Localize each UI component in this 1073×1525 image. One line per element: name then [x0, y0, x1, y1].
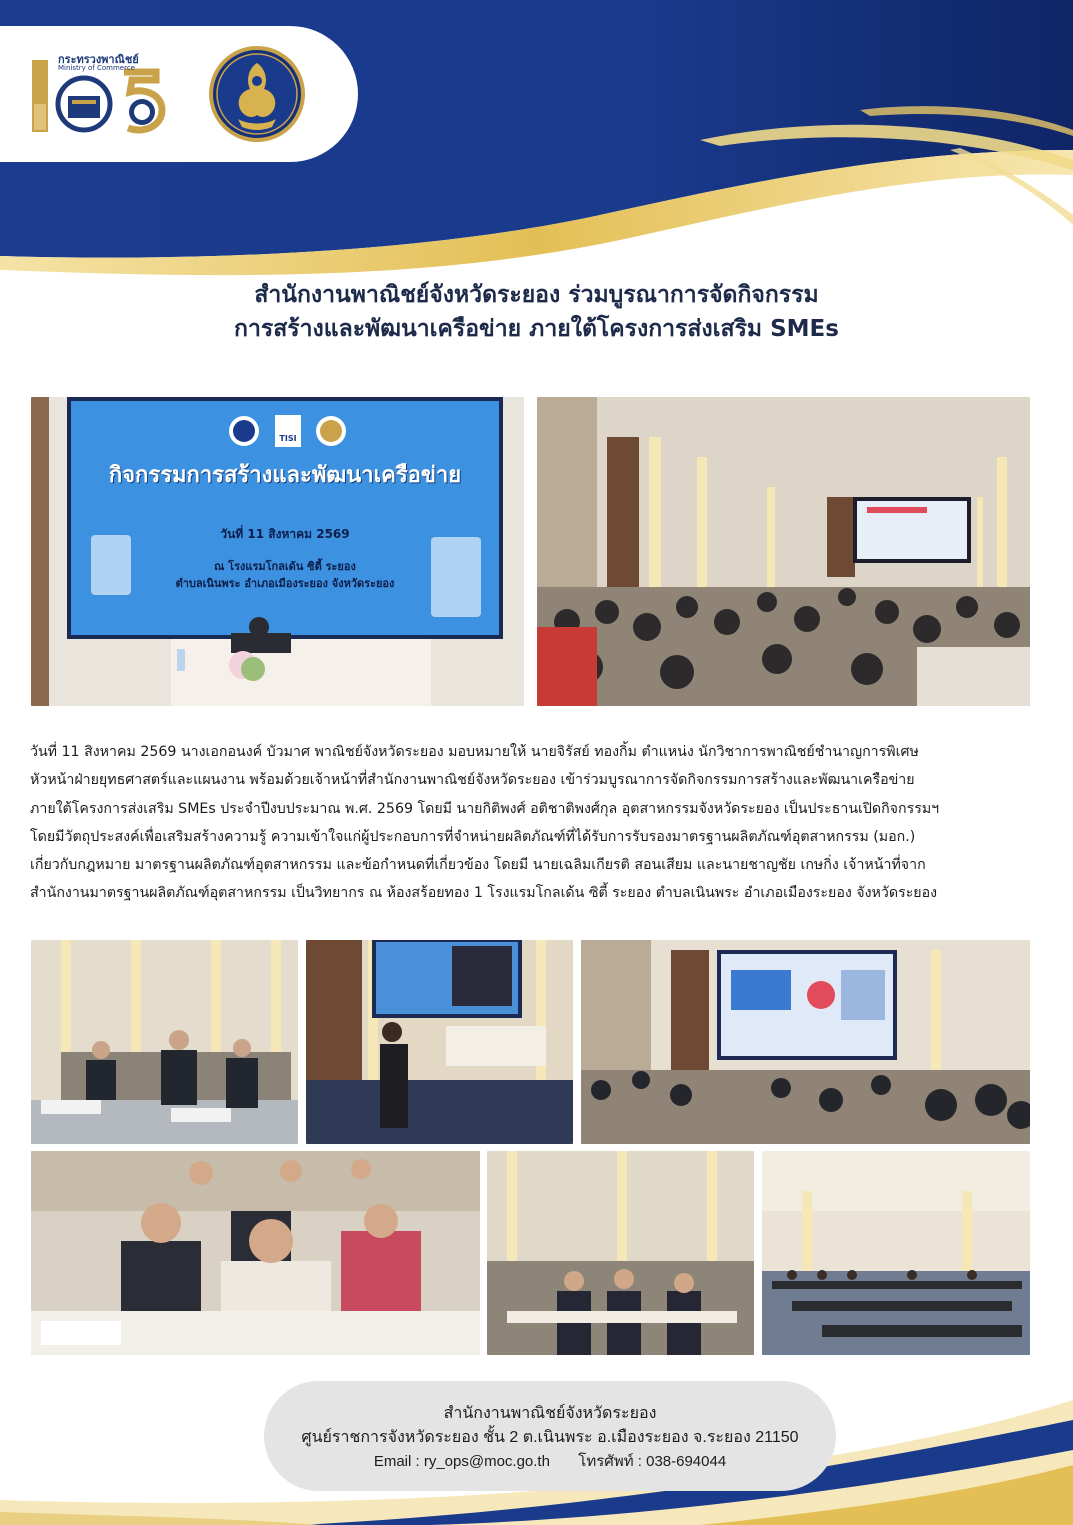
article-body: [30, 738, 1050, 908]
photo-wide-room: [762, 1151, 1030, 1355]
footer-email[interactable]: Email : ry_ops@moc.go.th: [373, 1453, 550, 1470]
photo-presentation-slides: [581, 940, 1030, 1144]
footer-office-name: สำนักงานพาณิชย์จังหวัดระยอง: [443, 1405, 657, 1422]
photo-presentation-screen: [31, 397, 524, 706]
footer-address: ศูนย์ราชการจังหวัดระยอง ชั้น 2 ต.เนินพระ อ.เมืองระยอง จ.ระยอง 21150: [301, 1429, 799, 1446]
body-line: โดยมีวัตถุประสงค์เพื่อเสริมสร้างความรู้ ความเข้าใจแก่ผู้ประกอบการที่จำหน่ายผลิตภัณฑ์ที่ได้รับการรับรองมาตรฐานผลิตภัณฑ์อุตสาหกรรม (มอก.): [30, 828, 916, 845]
slide-venue: ณ โรงแรมโกลเด้น ซิตี้ ระยอง: [214, 560, 356, 573]
slide-heading: กิจกรรมการสร้างและพัฒนาเครือข่าย: [108, 463, 462, 488]
contact-panel: [264, 1381, 836, 1491]
photo-participants-rows: [487, 1151, 754, 1355]
photo-speakers-sofa: [31, 940, 298, 1144]
slide-date: วันที่ 11 สิงหาคม 2569: [220, 527, 350, 541]
page-title: [0, 278, 1073, 346]
slide-location: ตำบลเนินพระ อำเภอเมืองระยอง จังหวัดระยอง: [175, 577, 395, 590]
photo-participants-closeup: [31, 1151, 480, 1355]
body-line: หัวหน้าฝ่ายยุทธศาสตร์และแผนงาน พร้อมด้วยเจ้าหน้าที่สำนักงานพาณิชย์จังหวัดระยอง เข้าร่วมบูรณาการจัดกิจกรรมการสร้างและพัฒนาเครือข่าย: [30, 772, 915, 789]
title-line-1: สำนักงานพาณิชย์จังหวัดระยอง ร่วมบูรณาการจัดกิจกรรม: [254, 282, 819, 308]
ministry-name-en: Ministry of Commerce: [58, 64, 135, 72]
photo-speaker-microphone: [306, 940, 573, 1144]
body-line: วันที่ 11 สิงหาคม 2569 นางเอกอนงค์ บัวมาศ พาณิชย์จังหวัดระยอง มอบหมายให้ นายจิรัสย์ ทองกิ้ม ตำแหน่ง นักวิชาการพาณิชย์ชำนาญการพิเศษ: [30, 744, 919, 760]
photo-audience-hall: [537, 397, 1030, 706]
ministry-seal-icon: [208, 45, 306, 143]
body-line: ภายใต้โครงการส่งเสริม SMEs ประจำปีงบประมาณ พ.ศ. 2569 โดยมี นายกิติพงศ์ อติชาติพงศ์กุล อุตสาหกรรมจังหวัดระยอง เป็นประธานเปิดกิจกรรมฯ: [30, 800, 940, 817]
body-line: สำนักงานมาตรฐานผลิตภัณฑ์อุตสาหกรรม เป็นวิทยากร ณ ห้องสร้อยทอง 1 โรงแรมโกลเด้น ซิตี้ ระยอง ตำบลเนินพระ อำเภอเมืองระยอง จังหวัดระยอง: [30, 885, 938, 902]
ministry-name-th: กระทรวงพาณิชย์: [58, 53, 139, 66]
ministry-105-logo: [24, 48, 174, 138]
title-line-2: การสร้างและพัฒนาเครือข่าย ภายใต้โครงการส่งเสริม SMEs: [234, 316, 839, 342]
tisi-label: TISI: [279, 434, 297, 443]
footer-contact-line: [264, 1449, 836, 1473]
body-line: เกี่ยวกับกฎหมาย มาตรฐานผลิตภัณฑ์อุตสาหกรรม และข้อกำหนดที่เกี่ยวข้อง โดยมี นายเฉลิมเกียรติ สอนเสียม และนายชาญชัย เกษกิ่ง เจ้าหน้าที่จาก: [30, 857, 926, 874]
footer-phone[interactable]: โทรศัพท์ : 038-694044: [578, 1453, 727, 1470]
